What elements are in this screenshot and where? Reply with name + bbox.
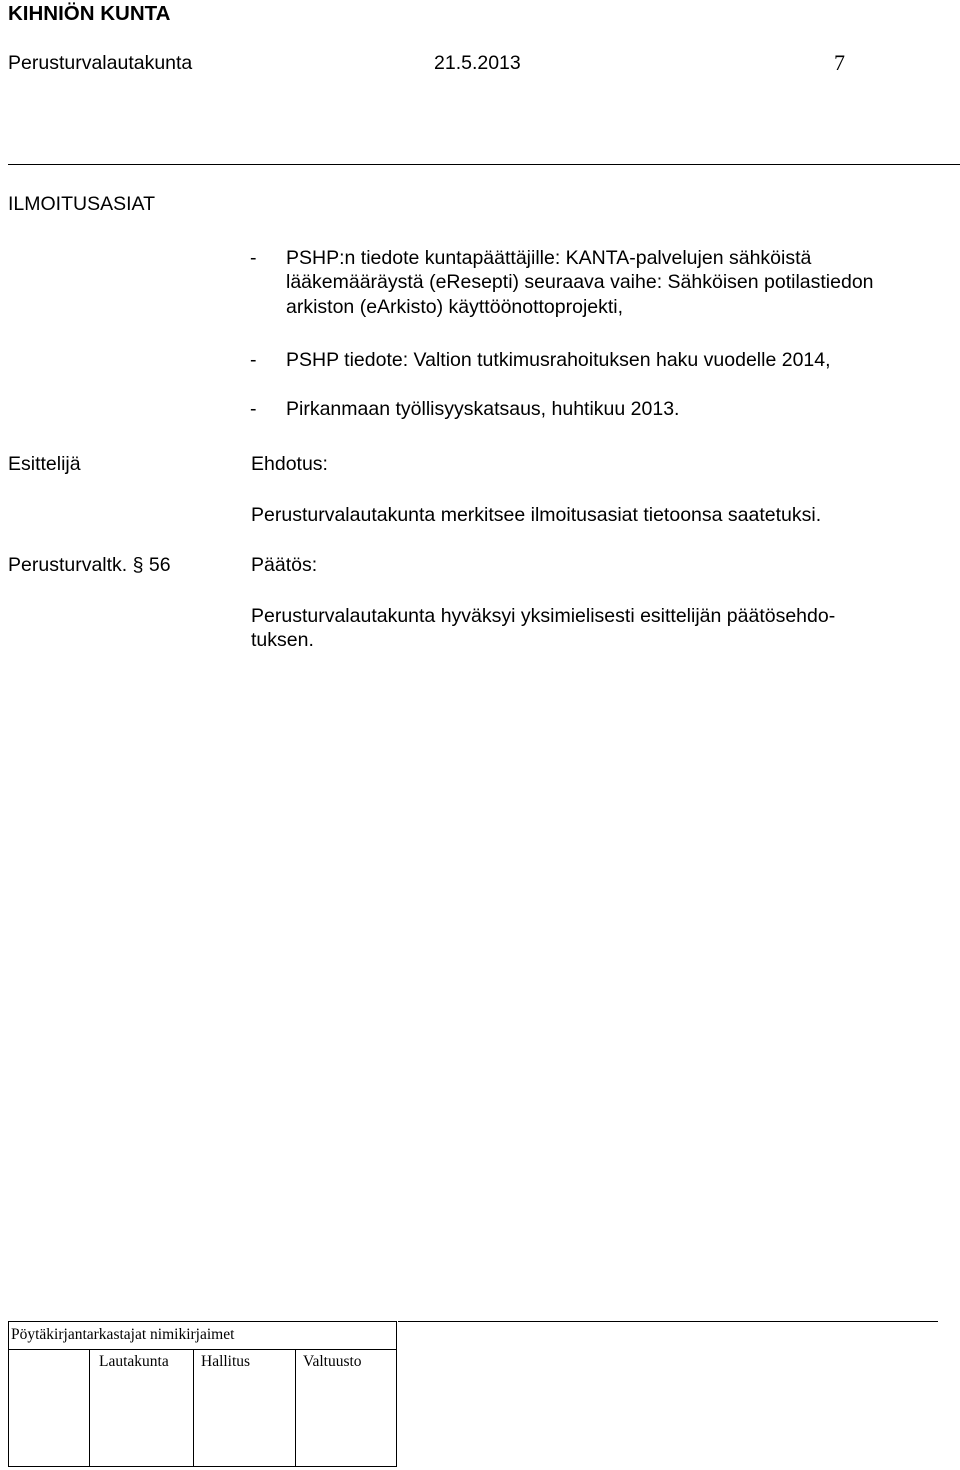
- section-title: ILMOITUSASIAT: [8, 193, 155, 215]
- signature-column-valtuusto: Valtuusto: [303, 1353, 362, 1370]
- signature-table-title: Pöytäkirjantarkastajat nimikirjaimet: [11, 1326, 235, 1343]
- table-divider: [9, 1349, 396, 1350]
- header-divider: [8, 164, 960, 165]
- organization-name: KIHNIÖN KUNTA: [8, 2, 171, 25]
- list-item-line: PSHP:n tiedote kuntapäättäjille: KANTA-palvelujen sähköistä: [286, 247, 812, 269]
- decision-text-line: tuksen.: [251, 629, 314, 651]
- presenter-label: Esittelijä: [8, 453, 81, 475]
- list-item-line: arkiston (eArkisto) käyttöönottoprojekti,: [286, 296, 624, 318]
- table-column-divider: [89, 1349, 90, 1466]
- decision-text-line: Perusturvalautakunta hyväksyi yksimielisesti esittelijän päätösehdo-: [251, 605, 836, 627]
- list-item-line: lääkemääräystä (eResepti) seuraava vaihe: Sähköisen potilastiedon: [286, 271, 874, 293]
- list-bullet: -: [250, 247, 257, 269]
- decision-label: Päätös:: [251, 554, 318, 576]
- table-column-divider: [295, 1349, 296, 1466]
- signature-column-hallitus: Hallitus: [201, 1353, 251, 1370]
- proposal-label: Ehdotus:: [251, 453, 328, 475]
- signature-table: [8, 1321, 397, 1467]
- section-reference: Perusturvaltk. § 56: [8, 554, 171, 576]
- committee-name: Perusturvalautakunta: [8, 52, 193, 74]
- list-bullet: -: [250, 398, 257, 420]
- list-item-line: Pirkanmaan työllisyyskatsaus, huhtikuu 2013.: [286, 398, 680, 420]
- table-column-divider: [193, 1349, 194, 1466]
- page-number: 7: [834, 50, 845, 75]
- signature-column-lautakunta: Lautakunta: [99, 1353, 169, 1370]
- list-bullet: -: [250, 349, 257, 371]
- meeting-date: 21.5.2013: [434, 52, 521, 74]
- list-item-line: PSHP tiedote: Valtion tutkimusrahoituksen haku vuodelle 2014,: [286, 349, 831, 371]
- proposal-text: Perusturvalautakunta merkitsee ilmoitusasiat tietoonsa saatetuksi.: [251, 504, 822, 526]
- footer-divider: [398, 1321, 938, 1322]
